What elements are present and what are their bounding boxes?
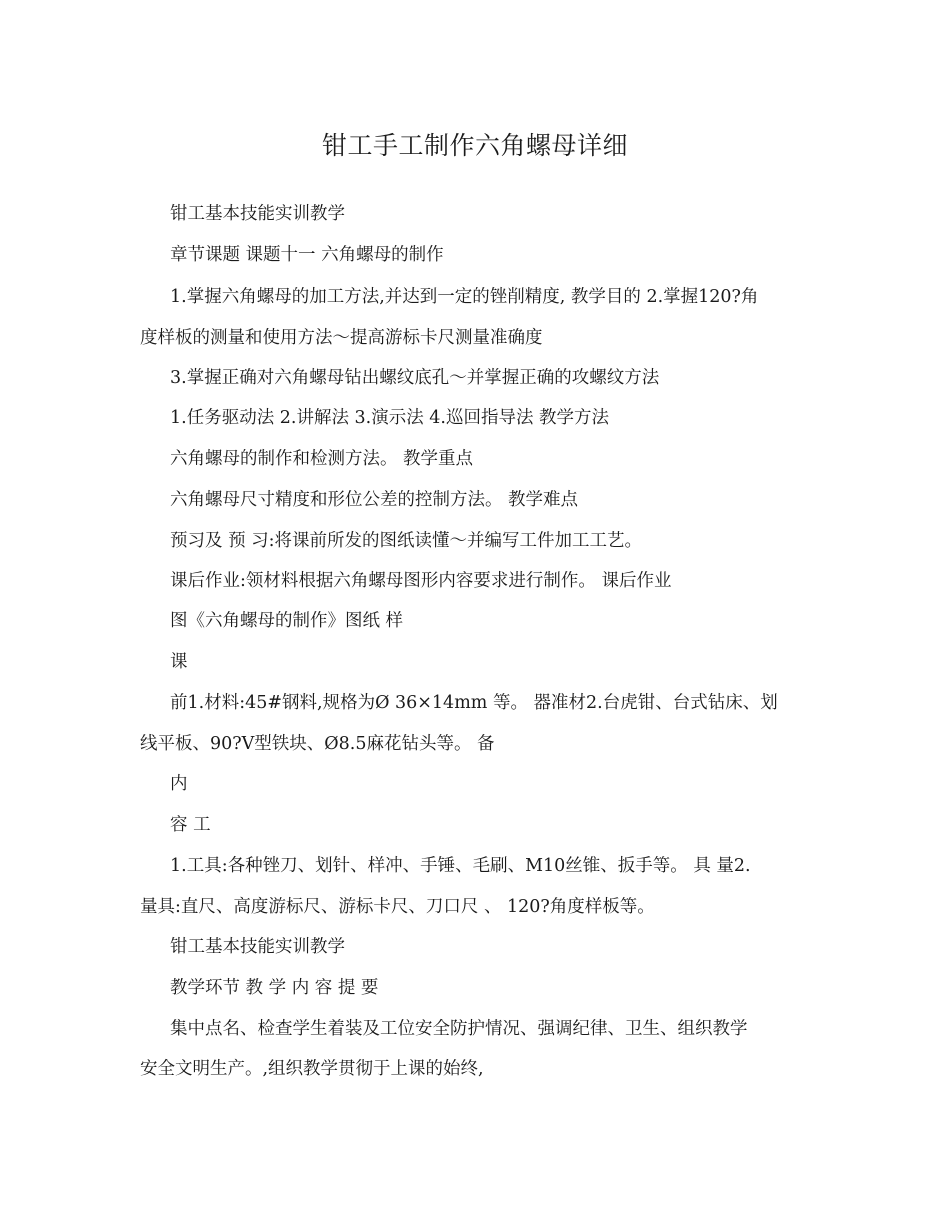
paragraph-line: 章节课题 课题十一 六角螺母的制作 — [170, 245, 444, 265]
document-title: 钳工手工制作六角螺母详细 — [321, 131, 628, 160]
paragraph-line: 安全文明生产。,组织教学贯彻于上课的始终, — [140, 1059, 484, 1079]
paragraph-line: 1.任务驱动法 2.讲解法 3.演示法 4.巡回指导法 教学方法 — [170, 408, 610, 428]
paragraph-line: 钳工基本技能实训教学 — [170, 937, 345, 957]
paragraph-line: 六角螺母的制作和检测方法。 教学重点 — [170, 449, 474, 469]
paragraph-line: 量具:直尺、高度游标尺、游标卡尺、刀口尺 、 120?角度样板等。 — [140, 897, 655, 917]
paragraph-line: 教学环节 教 学 内 容 提 要 — [170, 978, 379, 998]
paragraph-line: 1.掌握六角螺母的加工方法,并达到一定的锉削精度, 教学目的 2.掌握120?角 — [170, 287, 759, 307]
paragraph-line: 内 — [170, 774, 188, 794]
paragraph-line: 度样板的测量和使用方法～提高游标卡尺测量准确度 — [140, 328, 543, 348]
paragraph-line: 图《六角螺母的制作》图纸 样 — [170, 611, 404, 631]
paragraph-line: 课 — [170, 652, 188, 672]
paragraph-line: 线平板、90?V型铁块、Ø8.5麻花钻头等。 备 — [140, 734, 495, 754]
paragraph-line: 1.工具:各种锉刀、划针、样冲、手锤、毛刷、M10丝锥、扳手等。 具 量2. — [170, 856, 751, 876]
paragraph-line: 预习及 预 习:将课前所发的图纸读懂～并编写工件加工工艺。 — [170, 531, 643, 551]
paragraph-line: 六角螺母尺寸精度和形位公差的控制方法。 教学难点 — [170, 490, 579, 510]
paragraph-line: 钳工基本技能实训教学 — [170, 204, 345, 224]
paragraph-line: 课后作业:领材料根据六角螺母图形内容要求进行制作。 课后作业 — [170, 571, 672, 591]
paragraph-line: 容 工 — [170, 815, 211, 835]
paragraph-line: 3.掌握正确对六角螺母钻出螺纹底孔～并掌握正确的攻螺纹方法 — [170, 368, 660, 388]
paragraph-line: 前1.材料:45#钢料,规格为Ø 36×14mm 等。 器准材2.台虎钳、台式钻床、划 — [170, 693, 778, 713]
paragraph-line: 集中点名、检查学生着装及工位安全防护情况、强调纪律、卫生、组织教学 — [170, 1019, 748, 1039]
